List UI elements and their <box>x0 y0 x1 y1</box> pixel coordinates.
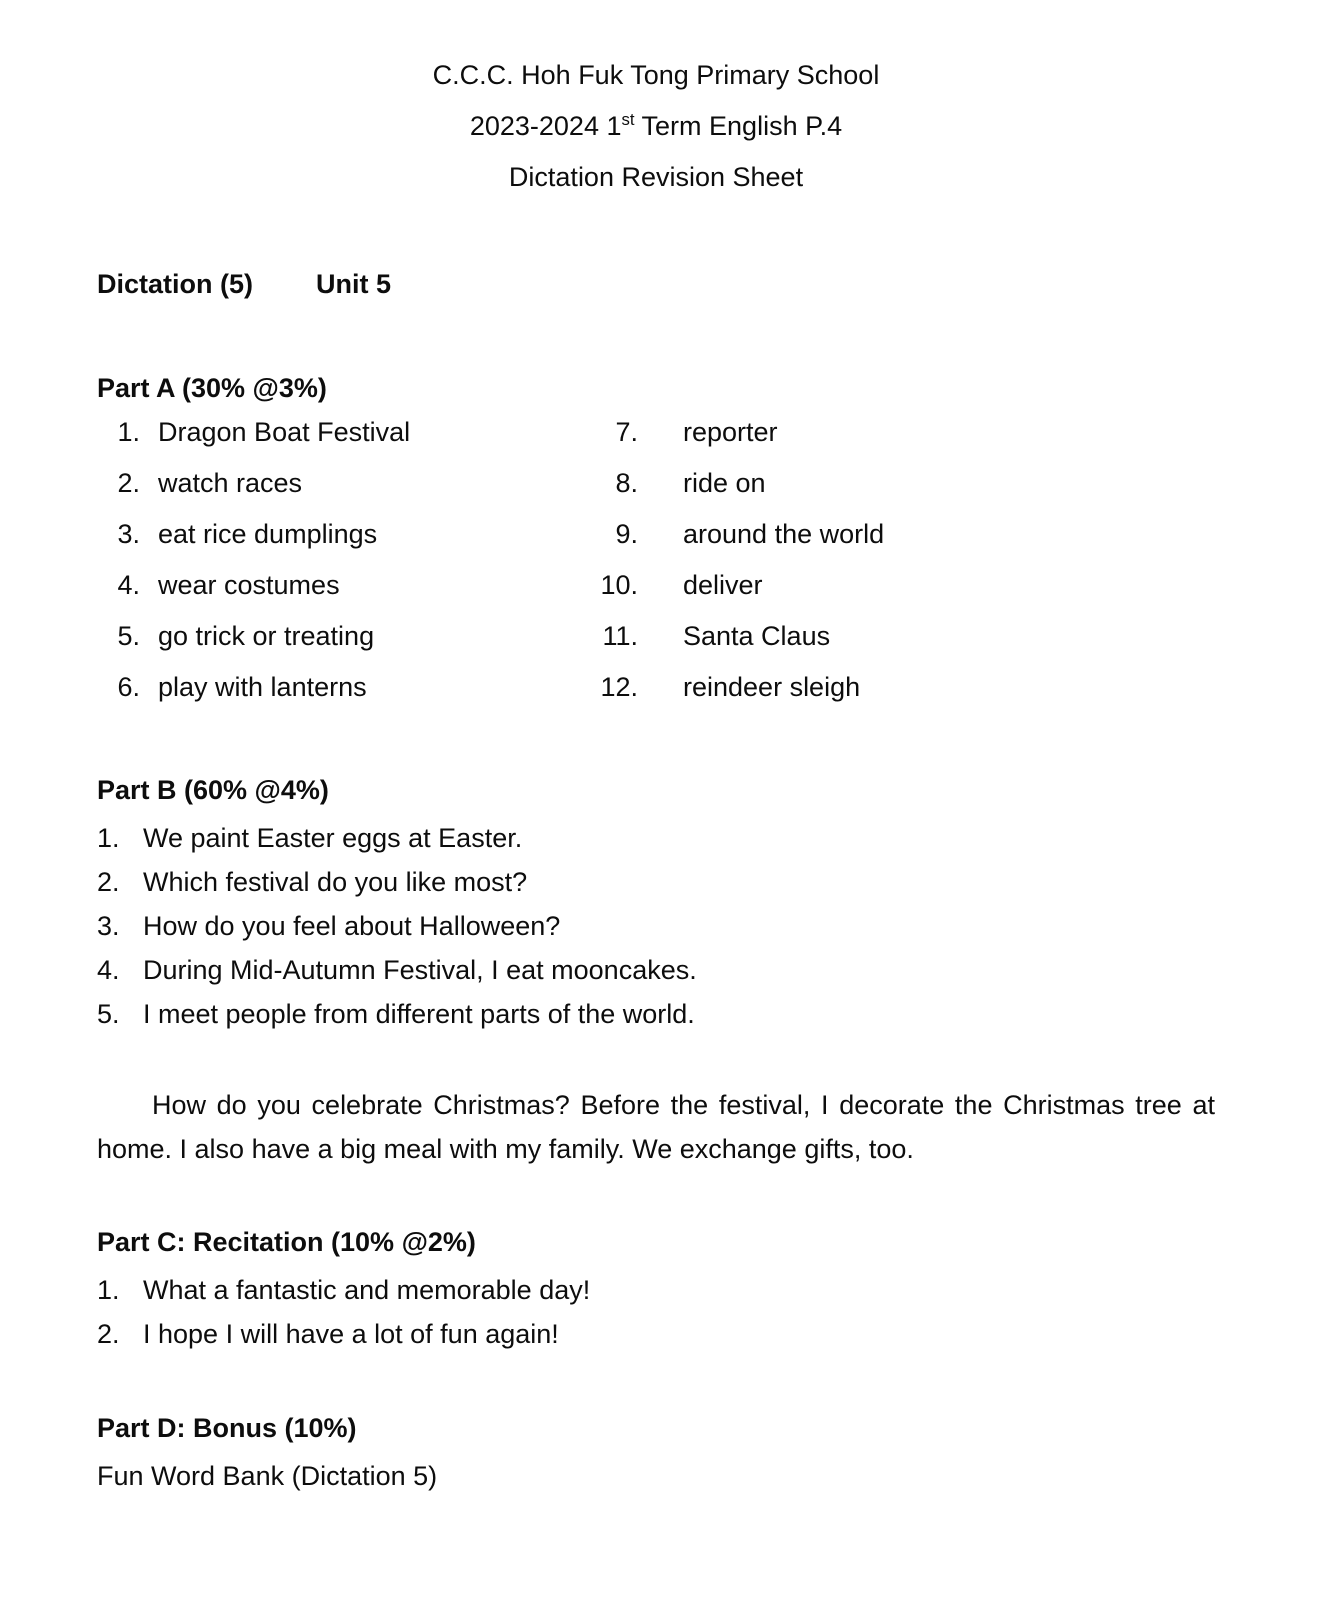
list-item-number: 6. <box>117 672 140 702</box>
part-c-heading: Part C: Recitation (10% @2%) <box>97 1227 476 1257</box>
list-item-number: 2. <box>117 468 140 498</box>
list-item-text: reporter <box>683 417 778 447</box>
list-item-number: 1. <box>97 1275 120 1305</box>
list-item-text: I hope I will have a lot of fun again! <box>143 1319 559 1349</box>
list-item-text: play with lanterns <box>158 672 367 702</box>
part-a-list <box>97 407 1215 713</box>
list-item-text: We paint Easter eggs at Easter. <box>143 823 523 853</box>
term-line <box>97 101 1215 152</box>
list-item-text: wear costumes <box>158 570 340 600</box>
list-item-number: 3. <box>117 519 140 549</box>
list-item-text: go trick or treating <box>158 621 375 651</box>
list-item-number: 1. <box>97 823 120 853</box>
list-item-number: 2. <box>97 1319 120 1349</box>
unit-label: Unit 5 <box>316 269 392 299</box>
list-item-number: 12. <box>600 672 638 702</box>
list-item-text: I meet people from different parts of the world. <box>143 999 695 1029</box>
list-item-text: During Mid-Autumn Festival, I eat mooncakes. <box>143 955 697 985</box>
dictation-label: Dictation (5) <box>97 269 254 299</box>
sheet-title: Dictation Revision Sheet <box>508 162 804 192</box>
list-item-text: watch races <box>158 468 303 498</box>
part-b-list <box>97 816 1215 1036</box>
list-item-number: 10. <box>600 570 638 600</box>
list-item-text: eat rice dumplings <box>158 519 378 549</box>
list-item-text: Santa Claus <box>683 621 831 651</box>
list-item-text: Dragon Boat Festival <box>158 417 411 447</box>
part-b-heading: Part B (60% @4%) <box>97 775 329 805</box>
term-suffix: Term English P.4 <box>634 111 843 141</box>
list-item-text: ride on <box>683 468 766 498</box>
list-item-number: 11. <box>602 621 638 651</box>
list-item-number: 7. <box>615 417 638 447</box>
document-header <box>97 50 1215 203</box>
part-c-list <box>97 1268 1215 1356</box>
list-item-number: 2. <box>97 867 120 897</box>
list-item-text: Which festival do you like most? <box>143 867 528 897</box>
list-item-number: 3. <box>97 911 120 941</box>
part-d-subtext: Fun Word Bank (Dictation 5) <box>97 1461 438 1491</box>
list-item-number: 4. <box>117 570 140 600</box>
list-item-text: reindeer sleigh <box>683 672 861 702</box>
list-item-number: 1. <box>117 417 140 447</box>
school-name: C.C.C. Hoh Fuk Tong Primary School <box>432 60 880 90</box>
christmas-paragraph: How do you celebrate Christmas? Before the festival, I decorate the Christmas tree at home. I also have a big meal with my family. We exchange gifts, too. <box>97 1090 1215 1164</box>
list-item-number: 9. <box>615 519 638 549</box>
list-item-number: 8. <box>615 468 638 498</box>
list-item-number: 4. <box>97 955 120 985</box>
list-item-number: 5. <box>97 999 120 1029</box>
term-prefix: 2023-2024 1 <box>469 111 622 141</box>
list-item-text: What a fantastic and memorable day! <box>143 1275 591 1305</box>
dictation-unit-line <box>97 267 1215 301</box>
list-item-number: 5. <box>117 621 140 651</box>
term-ordinal-superscript: st <box>621 110 635 129</box>
part-a-heading: Part A (30% @3%) <box>97 373 327 403</box>
list-item-text: around the world <box>683 519 885 549</box>
list-item-text: How do you feel about Halloween? <box>143 911 561 941</box>
list-item-text: deliver <box>683 570 763 600</box>
part-d-heading: Part D: Bonus (10%) <box>97 1413 357 1443</box>
